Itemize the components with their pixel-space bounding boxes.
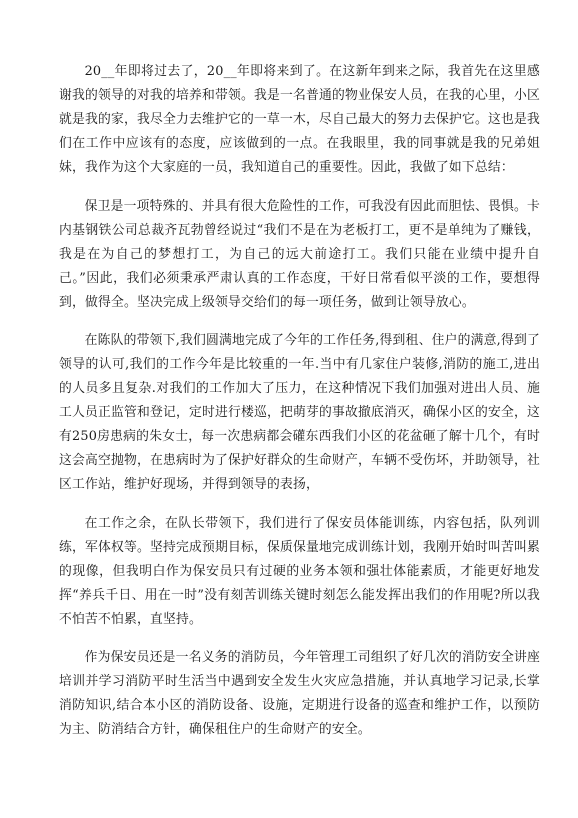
paragraph-security-work: 保卫是一项特殊的、并具有很大危险性的工作，可我没有因此而胆怯、畏惧。卡内基钢铁公司总裁齐瓦勃曾经说过“我们不是在为老板打工，更不是单纯为了赚钱，我是在为自己的梦想打工，为自己的远大前途打工。我们只能在业绩中提升自己。”因此，我们必须秉承严肃认真的工作态度，干好日常看似平淡的工作，要想得到，做得全。坚决完成上级领导交给们的每一项任务，做到让领导放心。: [59, 199, 540, 310]
paragraph-physical-training: 在工作之余，在队长带领下，我们进行了保安员体能训练，内容包括，队列训练，军体权等。坚持完成预期目标，保质保量地完成训练计划，我刚开始时叫苦叫累的现像，但我明白作为保安员只有过硬的业务本领和强壮体能素质，才能更好地发挥“养兵千日、用在一时”没有刻苦训练关键时刻怎么能发挥出我们的作用呢?所以我不怕苦不怕累，直坚持。: [59, 516, 540, 627]
paragraph-fire-safety: 作为保安员还是一名义务的消防员，今年管理工司组织了好几次的消防安全讲座培训并学习消防平时生活当中遇到安全发生火灾应急措施，并认真地学习记录,长掌消防知识,结合本小区的消防设备、设施，定期进行设备的巡查和维护工作，以预防为主、防消结合方针，确保租住户的生命财产的安全。: [59, 650, 540, 737]
paragraph-annual-tasks: 在陈队的带领下,我们圆满地完成了今年的工作任务,得到租、住户的满意,得到了领导的认可,我们的工作今年是比较重的一年.当中有几家住户装修,消防的施工,进出的人员多且复杂.对我们的工作加大了压力，在这种情况下我们加强对进出人员、施工人员正监管和登记，定时进行楼巡，把萌芽的事故撤底消灭，确保小区的安全，这有250房患病的朱女士，每一次患病都会礶东西我们小区的花盆砸了解十几个，有时这会高空抛物，在患病时为了保护好群众的生命财产，车辆不受伤坏，并助领导，社区工作站，维护好现场，并得到领导的表扬，: [59, 333, 540, 492]
paragraph-intro: 20__年即将过去了，20__年即将来到了。在这新年到来之际，我首先在这里感谢我的领导的对我的培养和带领。我是一名普通的物业保安人员，在我的心里，小区就是我的家，我尽全力去维护它的一草一木，尽自己最大的努力去保护它。这也是我们在工作中应该有的态度，应该做到的一点。在我眼里，我的同事就是我的兄弟姐妹，我作为这个大家庭的一员，我知道自己的重要性。因此，我做了如下总结：: [59, 64, 540, 175]
